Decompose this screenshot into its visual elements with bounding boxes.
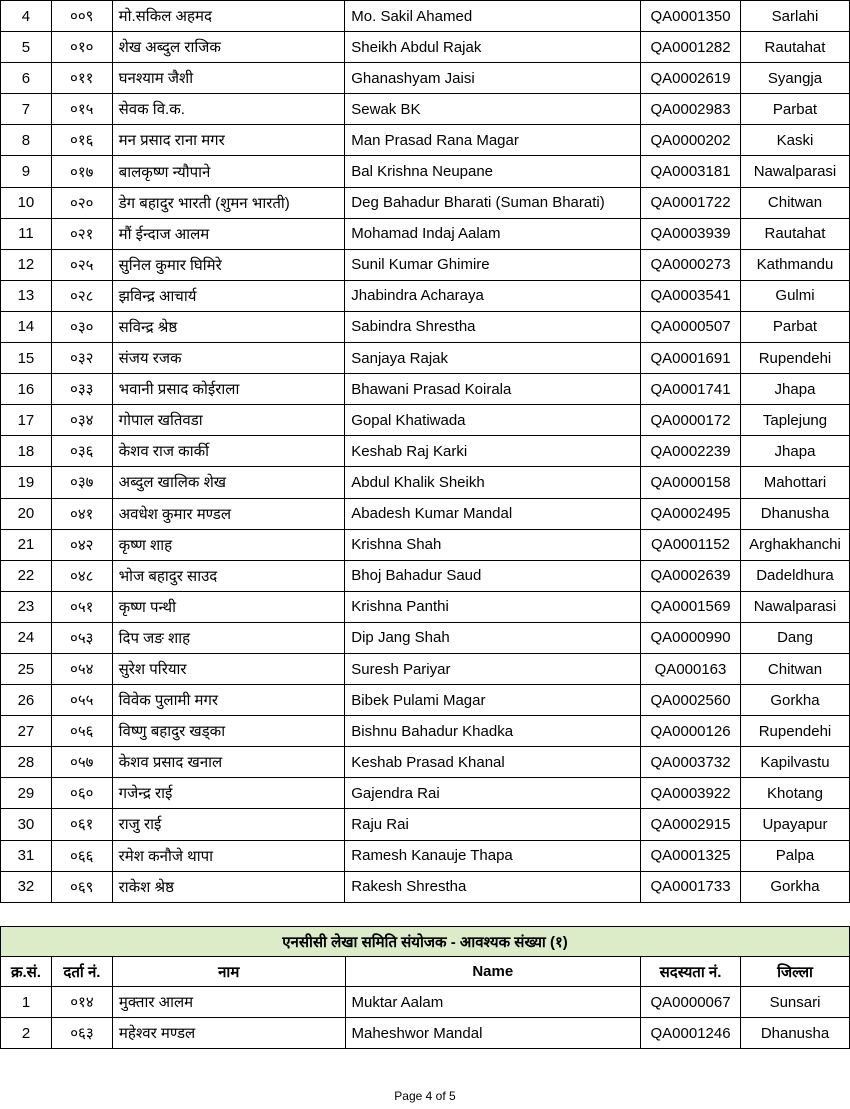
cell-serial-no: 5: [1, 32, 52, 63]
cell-membership-no: QA000163: [641, 653, 741, 684]
cell-name-english: Sabindra Shrestha: [345, 311, 641, 342]
cell-serial-no: 27: [1, 716, 52, 747]
cell-district: Parbat: [740, 94, 849, 125]
cell-district: Upayapur: [740, 809, 849, 840]
cell-name-nepali: राकेश श्रेष्ठ: [112, 871, 345, 902]
cell-registration-no: ०५४: [51, 653, 112, 684]
cell-district: Chitwan: [740, 653, 849, 684]
table-row: [1, 987, 850, 1018]
cell-name-english: Man Prasad Rana Magar: [345, 125, 641, 156]
table-row: [1, 467, 850, 498]
table-row: [1, 249, 850, 280]
cell-registration-no: ०५३: [51, 622, 112, 653]
cell-name-nepali: गोपाल खतिवडा: [112, 405, 345, 436]
cell-registration-no: ०१०: [51, 32, 112, 63]
cell-serial-no: 9: [1, 156, 52, 187]
table-row: [1, 716, 850, 747]
cell-name-english: Mo. Sakil Ahamed: [345, 1, 641, 32]
cell-name-nepali: बालकृष्ण न्यौपाने: [112, 156, 345, 187]
cell-name-english: Sanjaya Rajak: [345, 343, 641, 374]
cell-registration-no: ०६०: [51, 778, 112, 809]
cell-district: Rautahat: [740, 218, 849, 249]
cell-serial-no: 13: [1, 280, 52, 311]
cell-district: Rupendehi: [740, 343, 849, 374]
cell-name-english: Bhawani Prasad Koirala: [345, 374, 641, 405]
cell-name-english: Rakesh Shrestha: [345, 871, 641, 902]
cell-serial-no: 28: [1, 747, 52, 778]
cell-name-nepali: महेश्वर मण्डल: [112, 1018, 345, 1049]
table-row: [1, 622, 850, 653]
cell-district: Kaski: [740, 125, 849, 156]
table-row: [1, 840, 850, 871]
cell-name-nepali: मन प्रसाद राना मगर: [112, 125, 345, 156]
cell-registration-no: ०२१: [51, 218, 112, 249]
cell-membership-no: QA0000507: [641, 311, 741, 342]
cell-registration-no: ०२८: [51, 280, 112, 311]
cell-membership-no: QA0002639: [641, 560, 741, 591]
cell-registration-no: ०५५: [51, 685, 112, 716]
cell-membership-no: QA0000172: [641, 405, 741, 436]
cell-district: Palpa: [740, 840, 849, 871]
cell-membership-no: QA0003181: [641, 156, 741, 187]
table-row: [1, 871, 850, 902]
cell-name-english: Raju Rai: [345, 809, 641, 840]
table-row: [1, 591, 850, 622]
page-number: Page 4 of 5: [394, 1089, 456, 1103]
cell-membership-no: QA0001282: [641, 32, 741, 63]
cell-serial-no: 15: [1, 343, 52, 374]
cell-membership-no: QA0000273: [641, 249, 741, 280]
cell-name-nepali: सुनिल कुमार घिमिरे: [112, 249, 345, 280]
cell-name-english: Krishna Shah: [345, 529, 641, 560]
table-row: [1, 653, 850, 684]
cell-district: Gorkha: [740, 685, 849, 716]
cell-district: Jhapa: [740, 436, 849, 467]
cell-name-english: Maheshwor Mandal: [345, 1018, 641, 1049]
cell-name-nepali: मो.सकिल अहमद: [112, 1, 345, 32]
cell-registration-no: ०५७: [51, 747, 112, 778]
cell-membership-no: QA0002915: [641, 809, 741, 840]
cell-serial-no: 24: [1, 622, 52, 653]
cell-district: Dadeldhura: [740, 560, 849, 591]
cell-name-nepali: दिप जङ शाह: [112, 622, 345, 653]
header-serial: क्र.सं.: [1, 957, 52, 987]
cell-registration-no: ०१६: [51, 125, 112, 156]
table-row: [1, 156, 850, 187]
table-row: [1, 685, 850, 716]
cell-name-english: Sewak BK: [345, 94, 641, 125]
cell-district: Kathmandu: [740, 249, 849, 280]
cell-registration-no: ०६३: [51, 1018, 112, 1049]
cell-name-english: Muktar Aalam: [345, 987, 641, 1018]
cell-name-nepali: केशव प्रसाद खनाल: [112, 747, 345, 778]
cell-membership-no: QA0000126: [641, 716, 741, 747]
cell-name-nepali: संजय रजक: [112, 343, 345, 374]
header-name-english: Name: [345, 957, 641, 987]
cell-name-nepali: कृष्ण शाह: [112, 529, 345, 560]
table-row: [1, 187, 850, 218]
table-row: [1, 125, 850, 156]
cell-membership-no: QA0003541: [641, 280, 741, 311]
cell-name-nepali: सविन्द्र श्रेष्ठ: [112, 311, 345, 342]
cell-name-nepali: अब्दुल खालिक शेख: [112, 467, 345, 498]
cell-serial-no: 12: [1, 249, 52, 280]
cell-serial-no: 26: [1, 685, 52, 716]
cell-name-english: Sheikh Abdul Rajak: [345, 32, 641, 63]
cell-district: Nawalparasi: [740, 591, 849, 622]
cell-registration-no: ०५१: [51, 591, 112, 622]
table-row: [1, 63, 850, 94]
cell-serial-no: 23: [1, 591, 52, 622]
cell-name-english: Bal Krishna Neupane: [345, 156, 641, 187]
cell-registration-no: ०६९: [51, 871, 112, 902]
cell-serial-no: 10: [1, 187, 52, 218]
cell-registration-no: ०३७: [51, 467, 112, 498]
cell-membership-no: QA0000067: [641, 987, 741, 1018]
cell-serial-no: 2: [1, 1018, 52, 1049]
cell-name-nepali: भवानी प्रसाद कोईराला: [112, 374, 345, 405]
cell-name-english: Ghanashyam Jaisi: [345, 63, 641, 94]
cell-serial-no: 22: [1, 560, 52, 591]
table-row: [1, 94, 850, 125]
cell-name-english: Dip Jang Shah: [345, 622, 641, 653]
cell-membership-no: QA0001152: [641, 529, 741, 560]
cell-registration-no: ०४२: [51, 529, 112, 560]
cell-serial-no: 30: [1, 809, 52, 840]
cell-name-english: Gajendra Rai: [345, 778, 641, 809]
cell-name-english: Bibek Pulami Magar: [345, 685, 641, 716]
section-title: एनसीसी लेखा समिति संयोजक - आवश्यक संख्या (१): [1, 927, 850, 957]
cell-name-nepali: विष्णु बहादुर खड्का: [112, 716, 345, 747]
cell-district: Taplejung: [740, 405, 849, 436]
cell-registration-no: ०३३: [51, 374, 112, 405]
cell-registration-no: ०४८: [51, 560, 112, 591]
cell-registration-no: ०६६: [51, 840, 112, 871]
table-row: [1, 32, 850, 63]
cell-membership-no: QA0003732: [641, 747, 741, 778]
table-row: [1, 778, 850, 809]
cell-registration-no: ००९: [51, 1, 112, 32]
cell-name-nepali: भोज बहादुर साउद: [112, 560, 345, 591]
cell-name-nepali: सुरेश परियार: [112, 653, 345, 684]
cell-serial-no: 32: [1, 871, 52, 902]
cell-name-english: Bhoj Bahadur Saud: [345, 560, 641, 591]
cell-serial-no: 11: [1, 218, 52, 249]
table-row: [1, 747, 850, 778]
cell-serial-no: 16: [1, 374, 52, 405]
table-row: [1, 218, 850, 249]
cell-name-nepali: झविन्द्र आचार्य: [112, 280, 345, 311]
table-row: [1, 343, 850, 374]
cell-serial-no: 14: [1, 311, 52, 342]
cell-district: Dhanusha: [740, 498, 849, 529]
cell-district: Dang: [740, 622, 849, 653]
cell-membership-no: QA0001691: [641, 343, 741, 374]
cell-district: Khotang: [740, 778, 849, 809]
header-membership-no: सदस्यता नं.: [641, 957, 741, 987]
cell-registration-no: ०६१: [51, 809, 112, 840]
cell-membership-no: QA0001569: [641, 591, 741, 622]
cell-serial-no: 31: [1, 840, 52, 871]
cell-name-english: Keshab Raj Karki: [345, 436, 641, 467]
cell-name-nepali: कृष्ण पन्थी: [112, 591, 345, 622]
cell-serial-no: 18: [1, 436, 52, 467]
cell-name-nepali: गजेन्द्र राई: [112, 778, 345, 809]
cell-name-nepali: डेग बहादुर भारती (शुमन भारती): [112, 187, 345, 218]
cell-membership-no: QA0001733: [641, 871, 741, 902]
cell-name-english: Abadesh Kumar Mandal: [345, 498, 641, 529]
table-row: [1, 498, 850, 529]
account-committee-table-body: [1, 987, 850, 1049]
cell-registration-no: ०१४: [51, 987, 112, 1018]
cell-name-nepali: सेवक वि.क.: [112, 94, 345, 125]
cell-district: Parbat: [740, 311, 849, 342]
cell-name-nepali: मौं ईन्दाज आलम: [112, 218, 345, 249]
cell-district: Gorkha: [740, 871, 849, 902]
cell-registration-no: ०३६: [51, 436, 112, 467]
cell-membership-no: QA0000202: [641, 125, 741, 156]
cell-registration-no: ०३४: [51, 405, 112, 436]
cell-membership-no: QA0001325: [641, 840, 741, 871]
cell-district: Jhapa: [740, 374, 849, 405]
header-name-nepali: नाम: [112, 957, 345, 987]
cell-district: Syangja: [740, 63, 849, 94]
cell-registration-no: ०४१: [51, 498, 112, 529]
table-row: [1, 1018, 850, 1049]
cell-name-english: Mohamad Indaj Aalam: [345, 218, 641, 249]
cell-district: Gulmi: [740, 280, 849, 311]
cell-name-english: Suresh Pariyar: [345, 653, 641, 684]
cell-serial-no: 6: [1, 63, 52, 94]
cell-membership-no: QA0002239: [641, 436, 741, 467]
account-committee-table: [0, 926, 850, 1049]
cell-serial-no: 7: [1, 94, 52, 125]
cell-registration-no: ०२५: [51, 249, 112, 280]
cell-membership-no: QA0003922: [641, 778, 741, 809]
cell-membership-no: QA0002495: [641, 498, 741, 529]
section-title-row: [1, 927, 850, 957]
cell-membership-no: QA0000158: [641, 467, 741, 498]
cell-name-nepali: विवेक पुलामी मगर: [112, 685, 345, 716]
cell-name-nepali: घनश्याम जैशी: [112, 63, 345, 94]
cell-name-english: Ramesh Kanauje Thapa: [345, 840, 641, 871]
table-row: [1, 374, 850, 405]
cell-name-english: Deg Bahadur Bharati (Suman Bharati): [345, 187, 641, 218]
table-row: [1, 1, 850, 32]
cell-membership-no: QA0001246: [641, 1018, 741, 1049]
table-row: [1, 560, 850, 591]
cell-district: Sarlahi: [740, 1, 849, 32]
cell-membership-no: QA0002560: [641, 685, 741, 716]
header-row: [1, 957, 850, 987]
cell-district: Sunsari: [741, 987, 850, 1018]
cell-serial-no: 25: [1, 653, 52, 684]
cell-name-nepali: रमेश कनौजे थापा: [112, 840, 345, 871]
cell-district: Kapilvastu: [740, 747, 849, 778]
candidate-table-body: [1, 1, 850, 903]
cell-registration-no: ०११: [51, 63, 112, 94]
cell-serial-no: 19: [1, 467, 52, 498]
cell-name-english: Bishnu Bahadur Khadka: [345, 716, 641, 747]
cell-name-nepali: केशव राज कार्की: [112, 436, 345, 467]
header-district: जिल्ला: [741, 957, 850, 987]
cell-membership-no: QA0002983: [641, 94, 741, 125]
cell-membership-no: QA0002619: [641, 63, 741, 94]
cell-registration-no: ०३०: [51, 311, 112, 342]
cell-serial-no: 29: [1, 778, 52, 809]
cell-membership-no: QA0003939: [641, 218, 741, 249]
table-row: [1, 436, 850, 467]
cell-name-english: Sunil Kumar Ghimire: [345, 249, 641, 280]
cell-name-english: Abdul Khalik Sheikh: [345, 467, 641, 498]
cell-name-english: Krishna Panthi: [345, 591, 641, 622]
cell-membership-no: QA0001350: [641, 1, 741, 32]
table-row: [1, 311, 850, 342]
cell-registration-no: ०३२: [51, 343, 112, 374]
cell-district: Chitwan: [740, 187, 849, 218]
cell-name-nepali: अवधेश कुमार मण्डल: [112, 498, 345, 529]
table-row: [1, 809, 850, 840]
header-registration-no: दर्ता नं.: [51, 957, 112, 987]
cell-name-nepali: मुक्तार आलम: [112, 987, 345, 1018]
cell-name-nepali: राजु राई: [112, 809, 345, 840]
cell-district: Nawalparasi: [740, 156, 849, 187]
cell-district: Rautahat: [740, 32, 849, 63]
cell-name-english: Gopal Khatiwada: [345, 405, 641, 436]
cell-membership-no: QA0001741: [641, 374, 741, 405]
cell-name-english: Jhabindra Acharaya: [345, 280, 641, 311]
cell-serial-no: 17: [1, 405, 52, 436]
table-row: [1, 529, 850, 560]
cell-district: Rupendehi: [740, 716, 849, 747]
cell-registration-no: ०१५: [51, 94, 112, 125]
cell-serial-no: 8: [1, 125, 52, 156]
cell-district: Dhanusha: [741, 1018, 850, 1049]
cell-name-english: Keshab Prasad Khanal: [345, 747, 641, 778]
cell-registration-no: ०२०: [51, 187, 112, 218]
table-row: [1, 280, 850, 311]
cell-registration-no: ०१७: [51, 156, 112, 187]
cell-serial-no: 20: [1, 498, 52, 529]
table-row: [1, 405, 850, 436]
cell-serial-no: 1: [1, 987, 52, 1018]
cell-serial-no: 21: [1, 529, 52, 560]
cell-district: Arghakhanchi: [740, 529, 849, 560]
cell-membership-no: QA0001722: [641, 187, 741, 218]
cell-registration-no: ०५६: [51, 716, 112, 747]
cell-serial-no: 4: [1, 1, 52, 32]
cell-name-nepali: शेख अब्दुल राजिक: [112, 32, 345, 63]
cell-district: Mahottari: [740, 467, 849, 498]
cell-membership-no: QA0000990: [641, 622, 741, 653]
